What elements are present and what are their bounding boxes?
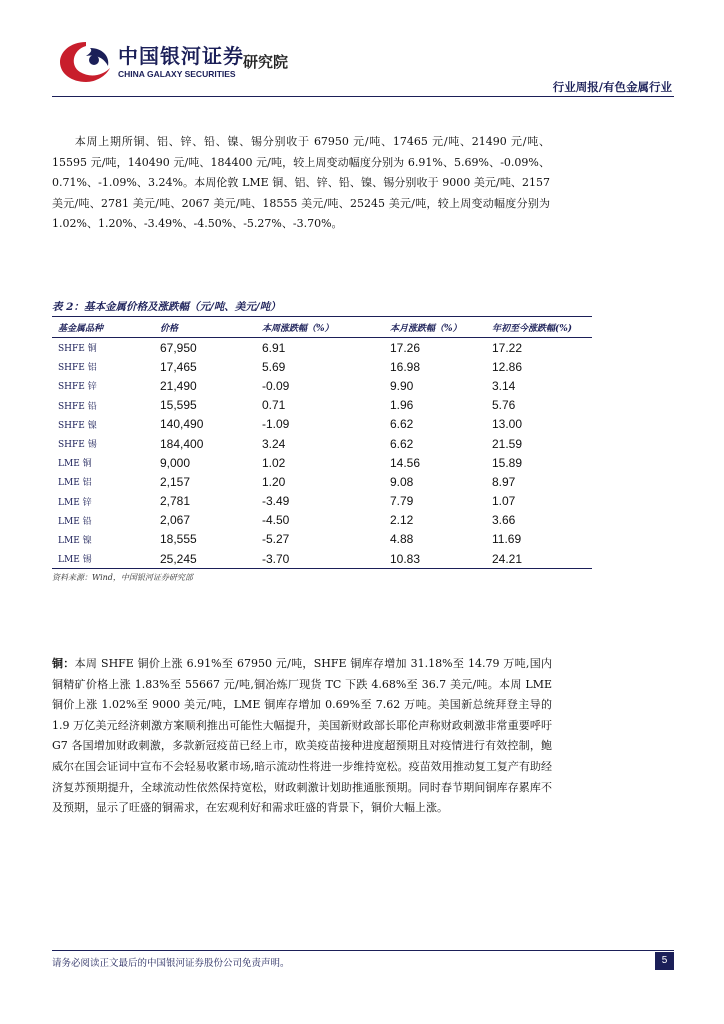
table-header-row [52,317,592,338]
cell-weekly: 1.02 [262,455,286,470]
cell-weekly: -1.09 [262,417,290,432]
table-row [52,376,592,395]
cell-monthly: 16.98 [390,359,421,374]
cell-price: 25,245 [154,549,256,569]
cell-price: 21,490 [160,378,197,393]
header-divider [52,96,674,97]
galaxy-logo-icon [56,38,116,84]
table-body [52,338,592,569]
table-row [52,415,592,434]
logo-english-name: CHINA GALAXY SECURITIES [118,69,236,79]
cell-monthly: 1.96 [390,398,414,413]
header-cell-metal: 基金属品种 [52,317,154,338]
footer-disclaimer: 请务必阅读正文最后的中国银河证券股份公司免责声明。 [52,958,290,969]
table-caption: 表 2：基本金属价格及涨跌幅（元/吨、美元/吨） [52,301,281,313]
cell-monthly: 6.62 [390,436,414,451]
cell-ytd: 15.89 [492,455,523,470]
cell-price: 2,157 [160,474,191,489]
cell-monthly: 9.08 [390,474,414,489]
cell-metal: LME 铜 [58,459,92,470]
cell-metal: SHFE 铝 [58,363,97,374]
cell-monthly: 6.62 [390,417,414,432]
cell-metal: SHFE 锡 [58,440,97,451]
logo-chinese-name: 中国银河证券 [118,44,244,68]
cell-weekly: 5.69 [262,359,286,374]
cell-weekly: -0.09 [262,378,290,393]
cell-metal: LME 镍 [58,535,92,546]
research-dept-label: 研究院 [243,53,289,71]
cell-ytd: 11.69 [492,532,522,547]
cell-price: 2,067 [160,513,191,528]
cell-ytd: 1.07 [492,494,516,509]
cell-metal: LME 锡 [52,549,154,569]
cell-metal: SHFE 镍 [58,420,97,431]
footer-divider [52,950,674,951]
cell-price: 140,490 [160,417,204,432]
table-row [52,492,592,511]
cell-metal: LME 铝 [58,478,92,489]
table-row [52,530,592,549]
cell-ytd: 3.14 [492,378,516,393]
header-cell-price: 价格 [154,317,256,338]
cell-price: 67,950 [160,340,197,355]
cell-monthly: 4.88 [390,532,414,547]
header-cell-ytd: 年初至今涨跌幅(%) [486,317,592,338]
cell-weekly: -5.27 [262,532,290,547]
cell-weekly: 3.24 [262,436,286,451]
cell-weekly: 1.20 [262,474,286,489]
table-row [52,357,592,376]
copper-paragraph [52,654,552,819]
cell-metal: LME 锌 [58,497,92,508]
table-source: 资料来源：Wind，中国银河证券研究部 [52,573,193,582]
page-number: 5 [655,952,674,970]
cell-ytd: 17.22 [492,340,523,355]
cell-price: 9,000 [160,455,191,470]
header-cell-monthly: 本月涨跌幅（%） [384,317,486,338]
intro-paragraph [52,132,550,235]
cell-metal: LME 铅 [58,516,92,527]
cell-ytd: 12.86 [492,359,523,374]
cell-ytd: 24.21 [486,549,592,569]
table-row [52,511,592,530]
cell-monthly: 10.83 [384,549,486,569]
table-row [52,338,592,358]
cell-weekly: 6.91 [262,340,286,355]
cell-monthly: 7.79 [390,494,414,509]
cell-price: 18,555 [160,532,197,547]
cell-weekly: 0.71 [262,398,286,413]
cell-monthly: 17.26 [390,340,421,355]
cell-ytd: 21.59 [492,436,523,451]
cell-weekly: -4.50 [262,513,290,528]
table-row [52,453,592,472]
cell-monthly: 9.90 [390,378,414,393]
cell-price: 17,465 [160,359,197,374]
cell-ytd: 13.00 [492,417,523,432]
table-row [52,472,592,491]
header-cell-weekly: 本周涨跌幅（%） [256,317,384,338]
cell-weekly: -3.49 [262,494,290,509]
cell-monthly: 2.12 [390,513,414,528]
intro-paragraph-text: 本周上期所铜、铝、锌、铅、镍、锡分别收于 67950 元/吨、17465 元/吨、21490 元/吨、15595 元/吨，140490 元/吨、184400 元/吨，较上周变动幅度分别为 6.91%、5.69%、-0.09%、0.71%、-1.09%、3.24%。本周伦敦 LME 铜、铝、锌、铅、镍、锡分别收于 9000 美元/吨、2157 美元/吨、2781 美元/吨、2067 美元/吨、18555 美元/吨、25245 美元/吨，较上周变动幅度分别为 1.02%、1.20%、-3.49%、-4.50%、-5.27%、-3.70%。 [52,135,550,231]
cell-price: 15,595 [160,398,197,413]
page-header [0,0,724,100]
cell-price: 2,781 [160,494,191,509]
table-row [52,396,592,415]
cell-metal: SHFE 铅 [58,401,97,412]
cell-weekly: -3.70 [256,549,384,569]
cell-metal: SHFE 锌 [58,382,97,393]
cell-ytd: 5.76 [492,398,516,413]
cell-price: 184,400 [160,436,204,451]
table-row [52,549,592,569]
metal-price-table [52,316,592,569]
cell-metal: SHFE 铜 [58,344,97,355]
cell-monthly: 14.56 [390,455,421,470]
cell-ytd: 3.66 [492,513,516,528]
copper-body: 本周 SHFE 铜价上涨 6.91%至 67950 元/吨，SHFE 铜库存增加 31.18%至 14.79 万吨,国内铜精矿价格上涨 1.83%至 55667 元/吨,铜冶炼厂现货 TC 下跌 4.68%至 36.7 美元/吨。本周 LME 铜价上涨 1.02%至 9000 美元/吨，LME 铜库存增加 0.69%至 7.62 万吨。美国新总统拜登主导的 1.9 万亿美元经济刺激方案顺利推出可能性大幅提升，美国新财政部长耶伦声称财政刺激非常重要呼吁 G7 各国增加财政刺激，多款新冠疫苗已经上市，欧美疫苗接种进度超预期且对疫情进行有效控制，鲍威尔在国会证词中宣布不会轻易收紧市场,暗示流动性将进一步维持宽松。疫苗效用推动复工复产有助经济复苏预期提升，全球流动性依然保持宽松，财政刺激计划助推通胀预期。同时春节期间铜库存累库不及预期，显示了旺盛的铜需求，在宏观利好和需求旺盛的背景下，铜价大幅上涨。 [52,657,553,815]
table-row [52,434,592,453]
report-title: 行业周报/有色金属行业 [552,80,672,94]
copper-lead: 铜： [52,657,75,670]
cell-ytd: 8.97 [492,474,516,489]
